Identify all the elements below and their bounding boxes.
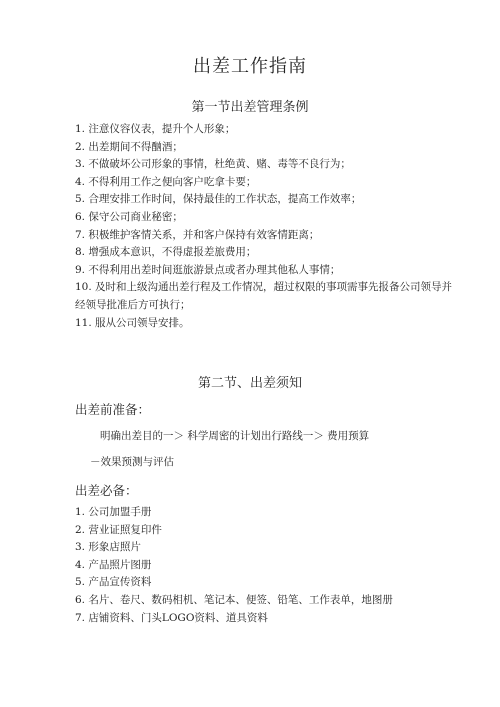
list-item: 2. 营业证照复印件: [75, 523, 162, 536]
list-item: 10. 及时和上级沟通出差行程及工作情况，超过权限的事项需事先报备公司领导并经领导批准后方可执行；: [75, 281, 453, 311]
list-item: 4. 产品照片图册: [75, 558, 152, 571]
list-item: 1. 注意仪容仪表，提升个人形象；: [75, 123, 236, 135]
prep-line-2: －效果预测与评估: [90, 456, 174, 468]
prep-heading: 出差前准备：: [75, 402, 151, 417]
list-item: 7. 店铺资料、门头LOGO资料、道具资料: [75, 611, 268, 624]
list-item: 8. 增强成本意识，不得虚报差旅费用；: [75, 246, 257, 259]
list-item: 7. 积极维护客情关系，并和客户保持有效客情距离；: [75, 228, 320, 241]
list-item: 5. 合理安排工作时间，保持最佳的工作状态，提高工作效率；: [75, 193, 362, 206]
list-item: 11. 服从公司领导安排。: [75, 316, 190, 329]
list-item: 6. 保守公司商业秘密；: [75, 210, 183, 223]
list-item: 3. 不做破坏公司形象的事情，杜绝黄、赌、毒等不良行为；: [75, 158, 351, 171]
section1-list: [75, 121, 455, 332]
must-heading: 出差必备：: [75, 483, 138, 498]
list-item: 9. 不得利用出差时间逛旅游景点或者办理其他私人事情；: [75, 263, 341, 276]
document-title: 出差工作指南: [193, 56, 307, 77]
list-item: 1. 公司加盟手册: [75, 506, 152, 518]
list-item: 4. 不得利用工作之便向客户吃拿卡要；: [75, 175, 257, 188]
list-item: 3. 形象店照片: [75, 541, 141, 554]
section1-heading: 第一节出差管理条例: [191, 100, 309, 115]
list-item: 2. 出差期间不得酗酒；: [75, 140, 183, 153]
must-list: [75, 504, 455, 627]
prep-line-1: 明确出差目的一＞ 科学周密的计划出行路线一＞ 费用预算: [100, 430, 370, 442]
list-item: 5. 产品宣传资料: [75, 576, 152, 589]
section2-heading: 第二节、出差须知: [197, 376, 302, 391]
list-item: 6. 名片、卷尺、数码相机、笔记本、便签、铅笔、工作表单，地图册: [75, 593, 393, 606]
